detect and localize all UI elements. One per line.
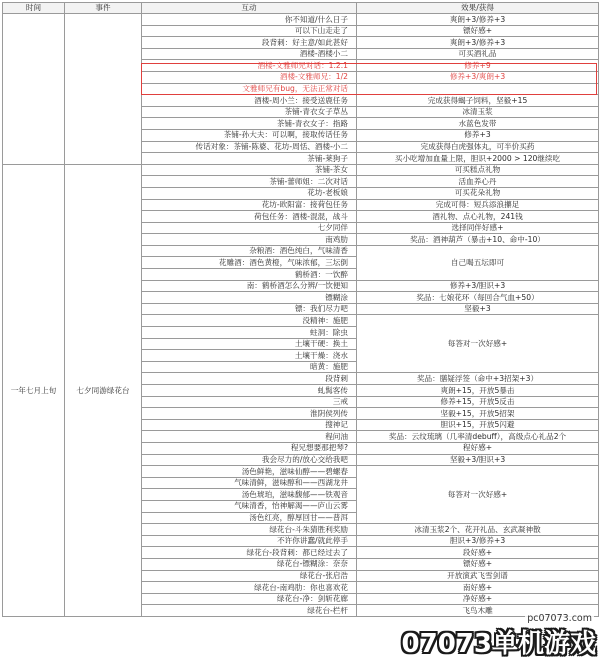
interaction-cell: 你不知道/什么日子 bbox=[142, 14, 357, 26]
interaction-cell: 汤色红亮，醇厚回甘——普洱 bbox=[142, 512, 357, 524]
effect-cell: 修养+9 bbox=[357, 60, 599, 72]
interaction-cell: 淮阴侯列传 bbox=[142, 408, 357, 420]
effect-cell: 开放演武飞雪剑谱 bbox=[357, 570, 599, 582]
interaction-cell: 茶铺-孙大夫：可以啊，接取传话任务 bbox=[142, 129, 357, 141]
interaction-cell: 绿花台-净：剑斩花廊 bbox=[142, 593, 357, 605]
effect-cell: 爽朗+3/修养+3 bbox=[357, 37, 599, 49]
effect-cell: 完成获得蝎子饲料，坚毅+15 bbox=[357, 95, 599, 107]
effect-cell: 完成获得白虎强体丸，可半价买药 bbox=[357, 141, 599, 153]
interaction-cell: 程兄想要那把琴? bbox=[142, 442, 357, 454]
effect-cell: 奖品：七娘花环（每回合气血+50） bbox=[357, 292, 599, 304]
interaction-cell: 南鸡肋 bbox=[142, 234, 357, 246]
effect-cell: 坚毅+3/胆识+3 bbox=[357, 454, 599, 466]
interaction-cell: 段背刺 bbox=[142, 373, 357, 385]
interaction-cell: 七夕同伴 bbox=[142, 222, 357, 234]
effect-cell: 净好感+ bbox=[357, 593, 599, 605]
interaction-cell: 鹤桥酒：一饮醉 bbox=[142, 269, 357, 281]
effect-cell: 坚毅+15，开放5招架 bbox=[357, 408, 599, 420]
header-interaction: 互动 bbox=[142, 3, 357, 14]
event-cell: 七夕同游绿花台 bbox=[65, 164, 142, 616]
effect-cell: 可买糕点礼物 bbox=[357, 164, 599, 176]
effect-cell: 每答对一次好感+ bbox=[357, 315, 599, 373]
header-effect: 效果/获得 bbox=[357, 3, 599, 14]
event-cell-blank bbox=[65, 14, 142, 165]
interaction-cell: 茶铺-蕾师姐：二次对话 bbox=[142, 176, 357, 188]
interaction-cell: 镖糊涂 bbox=[142, 292, 357, 304]
effect-cell: 段好感+ bbox=[357, 547, 599, 559]
watermark-url: pc07073.com bbox=[527, 613, 592, 624]
interaction-cell: 汤色琥珀，滋味馥郁——铁观音 bbox=[142, 489, 357, 501]
interaction-cell: 酒楼-周小兰：接受送鹿任务 bbox=[142, 95, 357, 107]
effect-cell: 完成可得：短兵添浪攥足 bbox=[357, 199, 599, 211]
effect-cell: 爽朗+15，开放5暴击 bbox=[357, 385, 599, 397]
interaction-cell: 蛀洞：除虫 bbox=[142, 327, 357, 339]
interaction-cell: 文雅师兄有bug，无法正常对话 bbox=[142, 83, 357, 95]
interaction-cell: 土壤干燥：浇水 bbox=[142, 350, 357, 362]
table-header-row bbox=[3, 3, 599, 14]
interaction-cell: 虬髯客传 bbox=[142, 385, 357, 397]
effect-cell: 可买花朵礼物 bbox=[357, 187, 599, 199]
effect-cell: 选择同伴好感+ bbox=[357, 222, 599, 234]
effect-cell: 飞鸟木雕 bbox=[357, 605, 599, 617]
interaction-cell: 程问油 bbox=[142, 431, 357, 443]
interaction-cell: 气味清香，怡神解渴——庐山云雾 bbox=[142, 500, 357, 512]
effect-cell: 胆识+3/修养+3 bbox=[357, 535, 599, 547]
interaction-cell: 荷包任务：酒楼-混混，战斗 bbox=[142, 211, 357, 223]
interaction-cell: 花坊-老板娘 bbox=[142, 187, 357, 199]
effect-cell: 修养+15，开放5反击 bbox=[357, 396, 599, 408]
effect-cell: 修养+3/爽朗+3 bbox=[357, 71, 599, 83]
effect-cell: 胆识+15，开放5闪避 bbox=[357, 419, 599, 431]
effect-cell: 镖好感+ bbox=[357, 25, 599, 37]
interaction-cell: 段背刺：好主意/如此甚好 bbox=[142, 37, 357, 49]
interaction-cell: 杂粮酒：酒色纯白，气味清香 bbox=[142, 245, 357, 257]
interaction-cell: 我会尽力的/放心交给我吧 bbox=[142, 454, 357, 466]
effect-cell: 冰清玉浆 bbox=[357, 106, 599, 118]
interaction-cell: 酒楼-酒楼小二 bbox=[142, 48, 357, 60]
effect-cell bbox=[357, 83, 599, 95]
header-event: 事件 bbox=[65, 3, 142, 14]
interaction-cell: 酒楼-文雅师兄对话：1.2.1 bbox=[142, 60, 357, 72]
table-body bbox=[3, 14, 599, 617]
effect-cell: 奖品：云纹琉璃（几率清debuff），高级点心礼品2个 bbox=[357, 431, 599, 443]
interaction-cell: 传话对象：茶铺-陈婆、花坊-周恬、酒楼-小二 bbox=[142, 141, 357, 153]
interaction-cell: 绿花台-斗朱猜胜利奖励 bbox=[142, 524, 357, 536]
interaction-cell: 绿花台-段背刺：都已经过去了 bbox=[142, 547, 357, 559]
watermark-logo: 07073单机游戏 bbox=[401, 629, 596, 659]
effect-cell: 冰清玉浆2个、花开礼品、玄武凝神散 bbox=[357, 524, 599, 536]
effect-cell: 酒礼物、点心礼物，241钱 bbox=[357, 211, 599, 223]
interaction-cell: 汤色鲜艳，滋味仙醇——碧螺春 bbox=[142, 466, 357, 478]
interaction-cell: 茶铺-莱狗子 bbox=[142, 153, 357, 165]
effect-cell: 爽朗+3/修养+3 bbox=[357, 14, 599, 26]
effect-cell: 自己喝五坛即可 bbox=[357, 245, 599, 280]
table-row bbox=[3, 14, 599, 26]
interaction-cell: 搜神记 bbox=[142, 419, 357, 431]
effect-cell: 坚毅+3 bbox=[357, 303, 599, 315]
event-table bbox=[2, 2, 599, 617]
effect-cell: 可买酒礼品 bbox=[357, 48, 599, 60]
interaction-cell: 茶铺-青衣女子草丛 bbox=[142, 106, 357, 118]
interaction-cell: 可以下山走走了 bbox=[142, 25, 357, 37]
interaction-cell: 三戒 bbox=[142, 396, 357, 408]
time-cell: 一年七月上旬 bbox=[3, 164, 65, 616]
table-row bbox=[3, 164, 599, 176]
effect-cell: 程好感+ bbox=[357, 442, 599, 454]
effect-cell: 买小吃增加血量上限，胆识+2000 > 120继续吃 bbox=[357, 153, 599, 165]
time-cell-blank bbox=[3, 14, 65, 165]
interaction-cell: 镖：我们尽力吧 bbox=[142, 303, 357, 315]
interaction-cell: 绿花台-张启浩 bbox=[142, 570, 357, 582]
interaction-cell: 酒楼-文雅师兄：1/2 bbox=[142, 71, 357, 83]
effect-cell: 每答对一次好感+ bbox=[357, 466, 599, 524]
interaction-cell: 不许你讲蠢/就此停手 bbox=[142, 535, 357, 547]
effect-cell: 南好感+ bbox=[357, 582, 599, 594]
interaction-cell: 花雕酒：酒色黄橙，气味浓郁，三坛倒 bbox=[142, 257, 357, 269]
interaction-cell: 南：鹤桥酒怎么分辨/一饮便知 bbox=[142, 280, 357, 292]
effect-cell: 镖好感+ bbox=[357, 558, 599, 570]
effect-cell: 修养+3/胆识+3 bbox=[357, 280, 599, 292]
interaction-cell: 绿花台-南鸡肋：你也喜欢花 bbox=[142, 582, 357, 594]
effect-cell: 水蓝色发带 bbox=[357, 118, 599, 130]
interaction-cell: 茶铺-茶女 bbox=[142, 164, 357, 176]
interaction-cell: 绿花台-镖糊涂：奈奈 bbox=[142, 558, 357, 570]
interaction-cell: 茶铺-青衣女子：指路 bbox=[142, 118, 357, 130]
interaction-cell: 绿花台-栏杆 bbox=[142, 605, 357, 617]
interaction-cell: 气味清鲜，滋味醇和——西湖龙井 bbox=[142, 477, 357, 489]
header-time: 时间 bbox=[3, 3, 65, 14]
interaction-cell: 花坊-欧阳富：接荷包任务 bbox=[142, 199, 357, 211]
interaction-cell: 暗黄：施肥 bbox=[142, 361, 357, 373]
interaction-cell: 没精神：施肥 bbox=[142, 315, 357, 327]
effect-cell: 活血养心丹 bbox=[357, 176, 599, 188]
interaction-cell: 土壤干硬：换土 bbox=[142, 338, 357, 350]
effect-cell: 奖品：酒神葫芦（暴击+10、命中-10） bbox=[357, 234, 599, 246]
effect-cell: 修养+3 bbox=[357, 129, 599, 141]
effect-cell: 奖品：膳疑浮签（命中+3招架+3） bbox=[357, 373, 599, 385]
